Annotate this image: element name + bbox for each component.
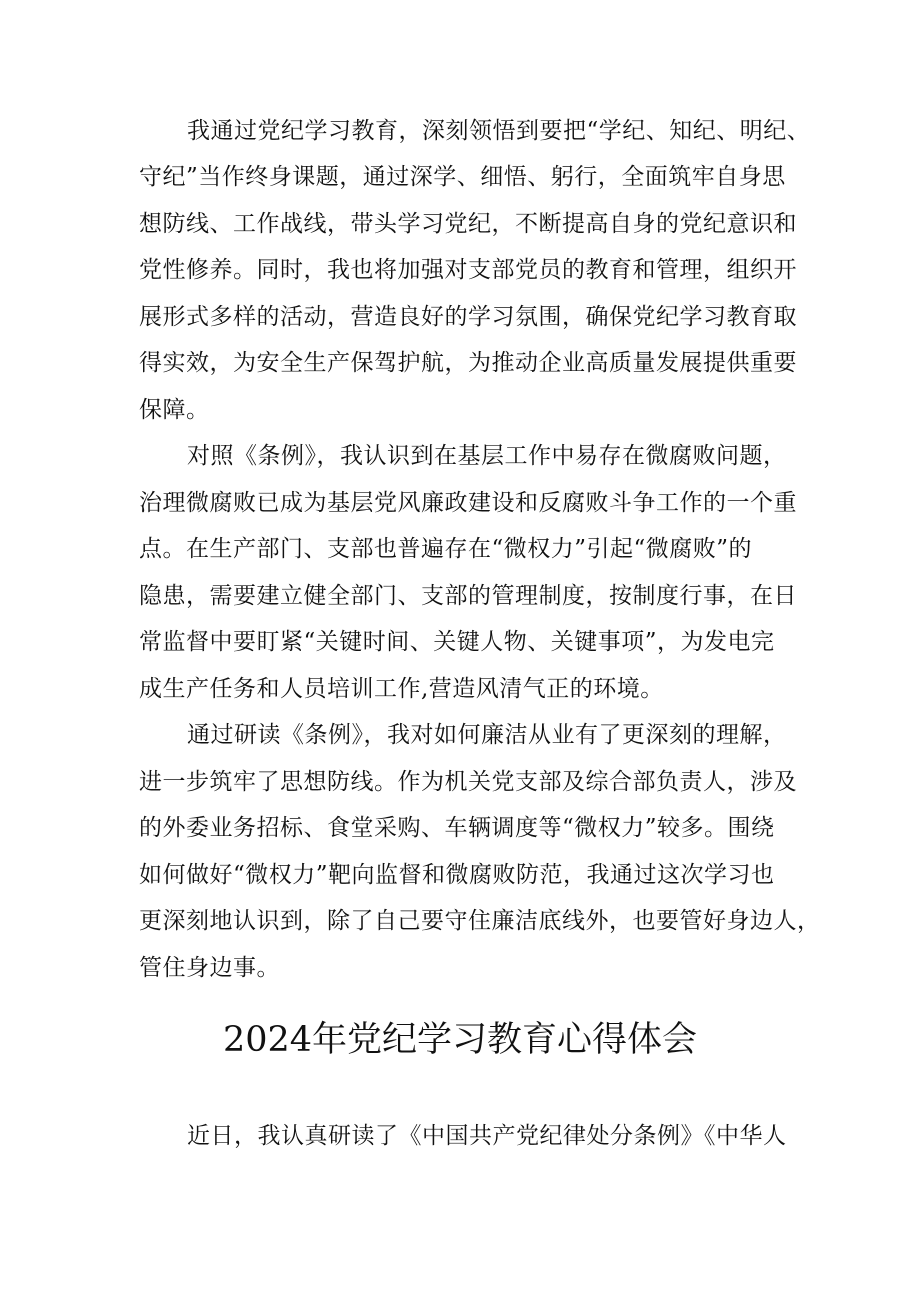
- paragraph-1-line: 守纪”当作终身课题，通过深学、细悟、躬行，全面筑牢自身思: [139, 164, 786, 190]
- paragraph-3-line: 如何做好“微权力”靶向监督和微腐败防范，我通过这次学习也: [139, 862, 775, 888]
- paragraph-2-line: 常监督中要盯紧“关键时间、关键人物、关键事项”，为发电完: [139, 629, 775, 655]
- paragraph-2-line: 点。在生产部门、支部也普遍存在“微权力”引起“微腐败”的: [139, 536, 753, 562]
- paragraph-1-line: 党性修养。同时，我也将加强对支部党员的教育和管理，组织开: [139, 257, 797, 283]
- paragraph-2-line: 隐患，需要建立健全部门、支部的管理制度，按制度行事，在日: [139, 583, 797, 609]
- paragraph-1-line: 我通过党纪学习教育，深刻领悟到要把“学纪、知纪、明纪、: [187, 118, 811, 144]
- paragraph-1-line: 保障。: [139, 397, 210, 423]
- document-title: 2024年党纪学习教育心得体会: [222, 1020, 698, 1060]
- paragraph-3-line: 进一步筑牢了思想防线。作为机关党支部及综合部负责人，涉及: [139, 769, 797, 795]
- paragraph-4-line: 近日，我认真研读了《中国共产党纪律处分条例》《中华人: [187, 1123, 787, 1149]
- paragraph-2-line: 对照《条例》，我认识到在基层工作中易存在微腐败问题，: [187, 443, 787, 469]
- paragraph-2-line: 成生产任务和人员培训工作,营造风清气正的环境。: [139, 676, 664, 702]
- paragraph-2-line: 治理微腐败已成为基层党风廉政建设和反腐败斗争工作的一个重: [139, 490, 797, 516]
- paragraph-3-line: 更深刻地认识到，除了自己要守住廉洁底线外，也要管好身边人，: [139, 908, 821, 934]
- paragraph-3-line: 通过研读《条例》，我对如何廉洁从业有了更深刻的理解，: [187, 722, 787, 748]
- paragraph-1-line: 想防线、工作战线，带头学习党纪，不断提高自身的党纪意识和: [139, 211, 797, 237]
- paragraph-3-line: 管住身边事。: [139, 955, 280, 981]
- paragraph-1-line: 展形式多样的活动，营造良好的学习氛围，确保党纪学习教育取: [139, 304, 797, 330]
- paragraph-1-line: 得实效，为安全生产保驾护航，为推动企业高质量发展提供重要: [139, 350, 797, 376]
- paragraph-3-line: 的外委业务招标、食堂采购、车辆调度等“微权力”较多。围绕: [139, 815, 775, 841]
